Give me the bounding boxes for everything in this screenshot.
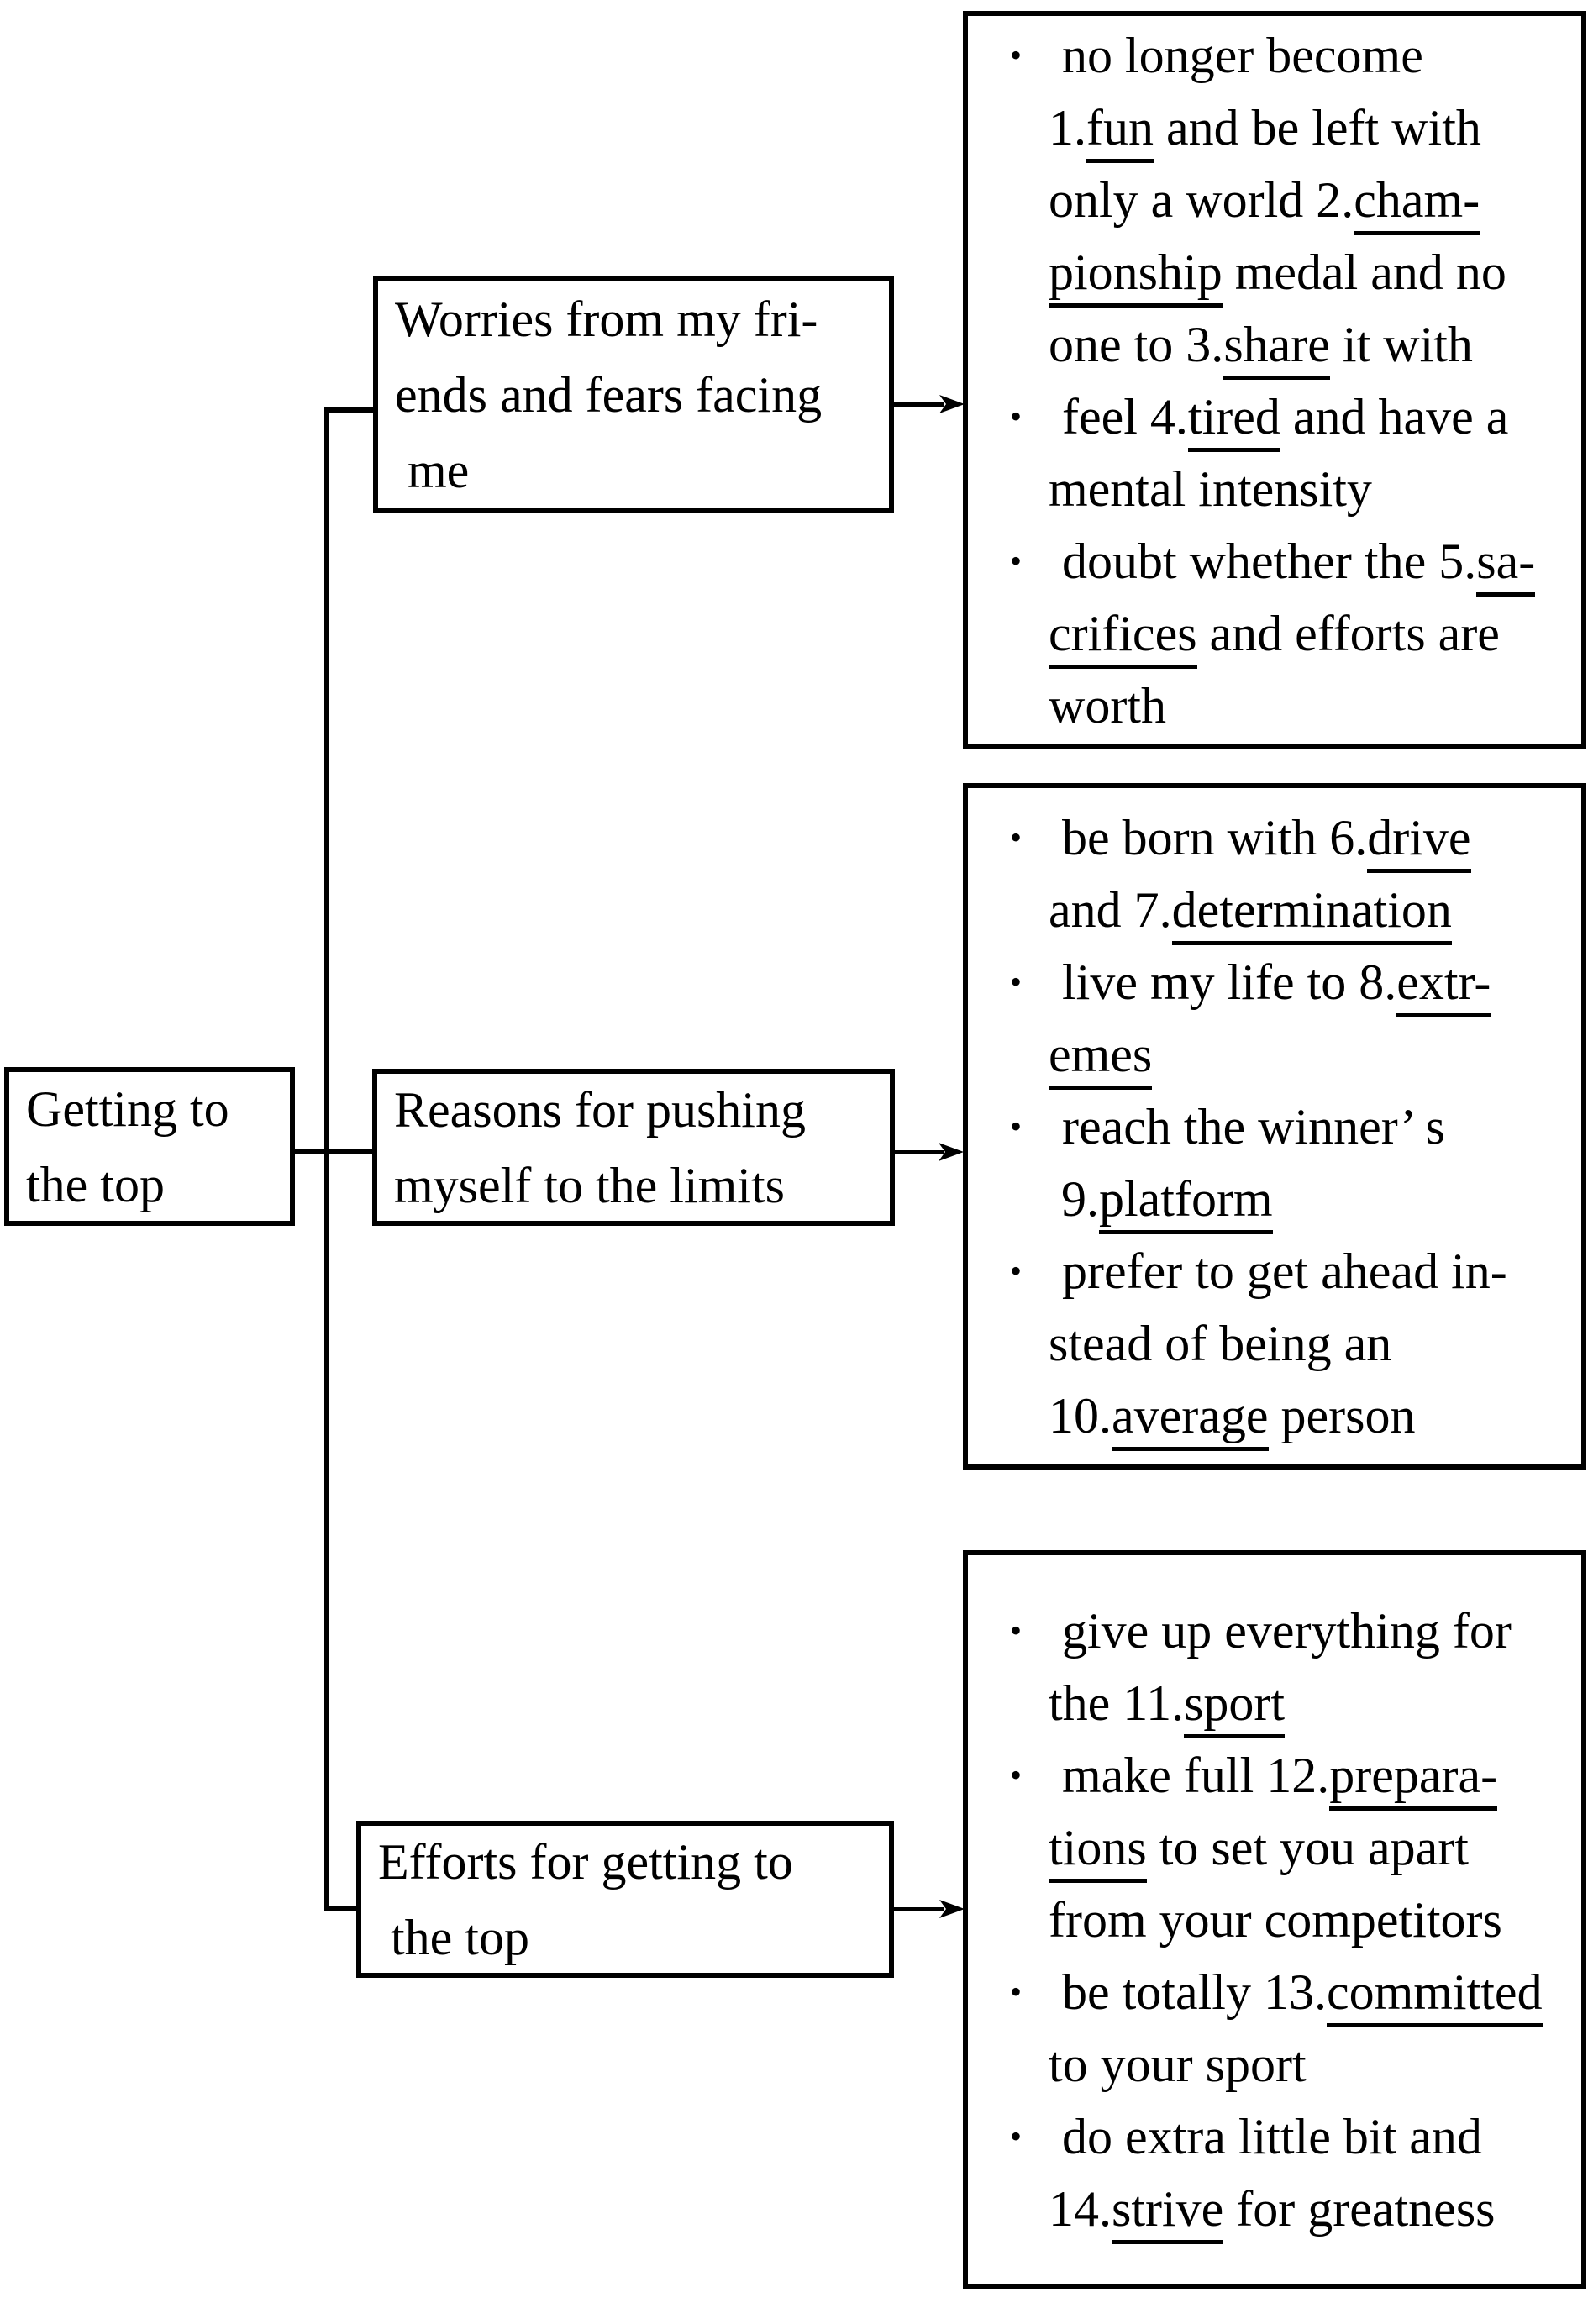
text-segment: 10.: [1049, 1387, 1112, 1443]
text-line: [968, 2173, 1581, 2245]
text-segment: the 11.: [1049, 1675, 1185, 1731]
text-segment: worth: [1049, 677, 1166, 733]
text-segment: and efforts are: [1196, 605, 1500, 661]
text-line: [968, 164, 1581, 236]
text-line: myself to the limits: [394, 1157, 785, 1213]
text-line: [968, 1163, 1581, 1235]
text-line: [968, 92, 1581, 164]
text-line: [968, 597, 1581, 670]
text-segment: give up everything for: [1062, 1602, 1512, 1659]
blank-answer: pionship: [1049, 244, 1223, 308]
text-line: the top: [378, 1909, 529, 1965]
blank-answer: crifices: [1049, 606, 1197, 669]
text-segment: it with: [1329, 316, 1473, 372]
blank-answer: average: [1112, 1388, 1269, 1451]
text-segment: to set you apart: [1146, 1819, 1469, 1875]
detail-box-reasons: [963, 783, 1586, 1470]
blank-answer: tions: [1049, 1820, 1147, 1883]
text-segment: be totally 13.: [1062, 1964, 1327, 2020]
bullet-icon: •: [1010, 541, 1023, 580]
text-line: [968, 1595, 1581, 1667]
text-line: [968, 381, 1581, 453]
text-segment: medal and no: [1222, 244, 1506, 300]
connector-root-to-reasons: [294, 1149, 372, 1154]
bullet-icon: •: [1010, 1251, 1023, 1290]
blank-answer: prepara-: [1329, 1748, 1497, 1811]
text-segment: no longer become: [1062, 27, 1423, 83]
blank-answer: committed: [1327, 1964, 1543, 2027]
blank-answer: fun: [1086, 100, 1154, 163]
text-line: [968, 1307, 1581, 1380]
bullet-icon: •: [1010, 1755, 1023, 1794]
bullet-icon: •: [1010, 1611, 1023, 1649]
text-line: [968, 1956, 1581, 2028]
text-line: [968, 19, 1581, 92]
text-segment: one to 3.: [1049, 316, 1224, 372]
connector-branch-efforts: [324, 1906, 356, 1911]
text-segment: mental intensity: [1049, 460, 1372, 517]
text-segment: and 7.: [1049, 881, 1172, 938]
text-line: [968, 1091, 1581, 1163]
text-segment: 9.: [1049, 1170, 1099, 1227]
text-line: [968, 802, 1581, 874]
blank-answer: platform: [1099, 1171, 1273, 1234]
blank-answer: drive: [1367, 810, 1470, 873]
bullet-icon: •: [1010, 2116, 1023, 2155]
blank-answer: determination: [1172, 882, 1452, 945]
bullet-icon: •: [1010, 962, 1023, 1001]
text-line: [968, 1884, 1581, 1956]
bullet-icon: •: [1010, 397, 1023, 435]
text-line: [968, 670, 1581, 742]
text-segment: stead of being an: [1049, 1315, 1392, 1371]
text-line: [968, 1739, 1581, 1811]
text-line: [968, 236, 1581, 308]
text-line: [968, 525, 1581, 597]
bullet-icon: •: [1010, 818, 1023, 856]
text-line: Reasons for pushing: [394, 1081, 806, 1138]
blank-answer: share: [1223, 317, 1330, 380]
branch-box-worries: [373, 276, 894, 513]
text-segment: to your sport: [1049, 2036, 1307, 2092]
text-line: the top: [26, 1156, 165, 1212]
root-box-getting-to-the-top: [4, 1067, 295, 1226]
text-line: me: [395, 442, 470, 498]
text-segment: doubt whether the 5.: [1062, 533, 1477, 589]
branch-box-reasons: [372, 1069, 895, 1226]
bullet-icon: •: [1010, 1972, 1023, 2011]
blank-answer: sa-: [1476, 534, 1535, 597]
text-line: [968, 453, 1581, 525]
detail-box-efforts: [963, 1550, 1586, 2289]
text-segment: and have a: [1280, 388, 1509, 444]
text-line: [968, 2028, 1581, 2101]
text-segment: reach the winner’ s: [1062, 1098, 1445, 1154]
text-segment: 1.: [1049, 99, 1086, 155]
text-segment: prefer to get ahead in-: [1062, 1243, 1507, 1299]
text-line: [968, 1811, 1581, 1884]
text-segment: and be left with: [1153, 99, 1481, 155]
text-line: [968, 1235, 1581, 1307]
text-line: [968, 1667, 1581, 1739]
text-segment: from your competitors: [1049, 1891, 1502, 1948]
text-line: Efforts for getting to: [378, 1833, 793, 1890]
text-line: Getting to: [26, 1081, 229, 1137]
arrow-efforts-line: [893, 1907, 944, 1911]
text-line: [968, 874, 1581, 946]
connector-branch-worries: [324, 407, 373, 413]
text-line: [968, 946, 1581, 1018]
blank-answer: sport: [1184, 1675, 1285, 1738]
arrow-worries-line: [893, 402, 944, 407]
arrow-reasons-line: [895, 1150, 944, 1154]
bullet-icon: •: [1010, 1107, 1023, 1145]
blank-answer: strive: [1112, 2181, 1223, 2244]
text-segment: person: [1268, 1387, 1416, 1443]
blank-answer: emes: [1049, 1027, 1152, 1090]
text-segment: live my life to 8.: [1062, 954, 1397, 1010]
branch-box-efforts: [356, 1821, 894, 1978]
arrowhead-icon: [939, 1897, 965, 1921]
arrowhead-icon: [939, 392, 965, 416]
text-line: [968, 1018, 1581, 1091]
text-segment: do extra little bit and: [1062, 2108, 1482, 2164]
blank-answer: tired: [1188, 389, 1280, 452]
blank-answer: cham-: [1354, 172, 1480, 235]
arrowhead-icon: [939, 1140, 964, 1164]
text-line: [968, 308, 1581, 381]
connector-trunk: [324, 407, 329, 1911]
blank-answer: extr-: [1396, 954, 1491, 1017]
text-segment: be born with 6.: [1062, 809, 1368, 865]
text-segment: only a world 2.: [1049, 171, 1354, 228]
text-line: ends and fears facing: [395, 366, 823, 423]
text-segment: for greatness: [1223, 2180, 1496, 2237]
text-segment: make full 12.: [1062, 1747, 1330, 1803]
text-segment: feel 4.: [1062, 388, 1188, 444]
text-line: Worries from my fri-: [395, 291, 818, 347]
text-line: [968, 1380, 1581, 1452]
text-segment: 14.: [1049, 2180, 1112, 2237]
bullet-icon: •: [1010, 35, 1023, 74]
detail-box-worries: [963, 11, 1586, 749]
text-line: [968, 2101, 1581, 2173]
